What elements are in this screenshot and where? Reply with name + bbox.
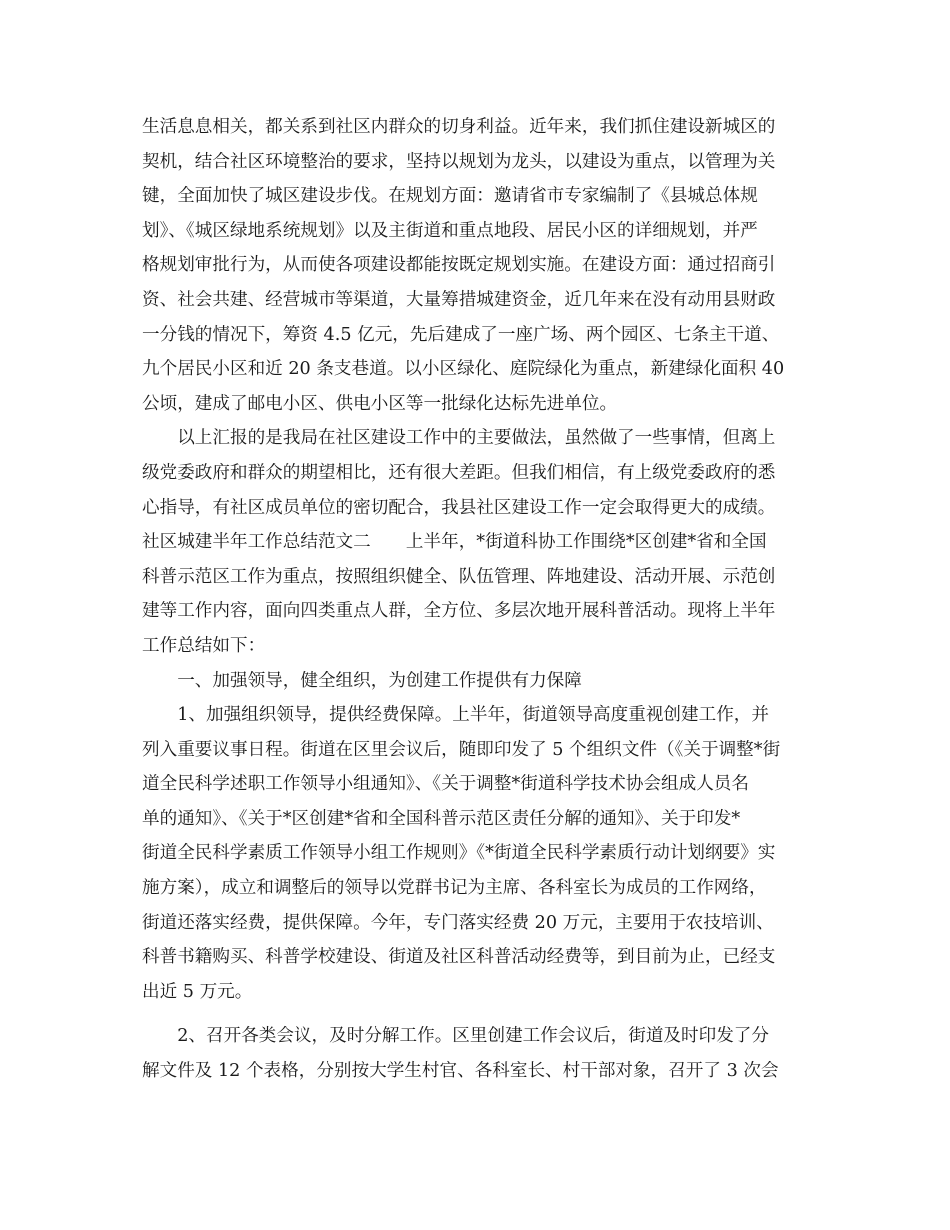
text-line: 工作总结如下： [142, 635, 266, 656]
text-line: 键，全面加快了城区建设步伐。在规划方面：邀请省市专家编制了《县城总体规 [142, 186, 758, 207]
text-line: 心指导，有社区成员单位的密切配合，我县社区建设工作一定会取得更大的成绩。 [142, 497, 776, 518]
text-line: 道全民科学述职工作领导小组通知》、《关于调整*街道科学技术协会组成人员名 [142, 774, 749, 795]
text-line: 2、召开各类会议，及时分解工作。区里创建工作会议后，街道及时印发了分 [142, 1026, 769, 1047]
text-line: 街道全民科学素质工作领导小组工作规则》《*街道全民科学素质行动计划纲要》实 [142, 843, 776, 864]
text-line: 契机，结合社区环境整治的要求，坚持以规划为龙头，以建设为重点，以管理为关 [142, 151, 776, 172]
text-line: 科普示范区工作为重点，按照组织健全、队伍管理、阵地建设、活动开展、示范创 [142, 566, 776, 587]
text-line: 一分钱的情况下，筹资 4.5 亿元，先后建成了一座广场、两个园区、七条主干道、 [142, 324, 780, 345]
text-line: 以上汇报的是我局在社区建设工作中的主要做法，虽然做了一些事情，但离上 [142, 428, 776, 449]
text-line: 格规划审批行为，从而使各项建设都能按既定规划实施。在建设方面：通过招商引 [142, 255, 776, 276]
text-line: 单的通知》、《关于*区创建*省和全国科普示范区责任分解的通知》、关于印发* [142, 808, 741, 829]
text-line: 出近 5 万元。 [142, 981, 253, 1002]
text-line: 公顷，建成了邮电小区、供电小区等一批绿化达标先进单位。 [142, 393, 618, 414]
text-line: 资、社会共建、经营城市等渠道，大量筹措城建资金，近几年来在没有动用县财政 [142, 289, 776, 310]
text-line: 科普书籍购买、科普学校建设、街道及社区科普活动经费等，到目前为止，已经支 [142, 947, 776, 968]
text-line: 街道还落实经费，提供保障。今年，专门落实经费 20 万元，主要用于农技培训、 [142, 912, 774, 933]
text-line: 列入重要议事日程。街道在区里会议后，随即印发了 5 个组织文件（《关于调整*街 [142, 739, 781, 760]
section-heading: 一、加强领导，健全组织，为创建工作提供有力保障 [142, 670, 582, 691]
text-line: 建等工作内容，面向四类重点人群，全方位、多层次地开展科普活动。现将上半年 [142, 601, 776, 622]
text-line: 生活息息相关，都关系到社区内群众的切身利益。近年来，我们抓住建设新城区的 [142, 117, 776, 137]
text-line: 九个居民小区和近 20 条支巷道。以小区绿化、庭院绿化为重点，新建绿化面积 40 [142, 359, 785, 380]
text-line: 1、加强组织领导，提供经费保障。上半年，街道领导高度重视创建工作，并 [142, 705, 769, 726]
text-line: 划》、《城区绿地系统规划》以及主街道和重点地段、居民小区的详细规划，并严 [142, 220, 758, 241]
text-line: 社区城建半年工作总结范文二 上半年，*街道科协工作围绕*区创建*省和全国 [142, 532, 767, 553]
text-line: 施方案），成立和调整后的领导以党群书记为主席、各科室长为成员的工作网络， [142, 878, 767, 899]
document-body [142, 110, 812, 1089]
text-line: 解文件及 12 个表格，分别按大学生村官、各科室长、村干部对象，召开了 3 次会 [142, 1061, 779, 1082]
paragraph-gap [142, 1009, 812, 1019]
text-line: 级党委政府和群众的期望相比，还有很大差距。但我们相信，有上级党委政府的悉 [142, 462, 776, 483]
